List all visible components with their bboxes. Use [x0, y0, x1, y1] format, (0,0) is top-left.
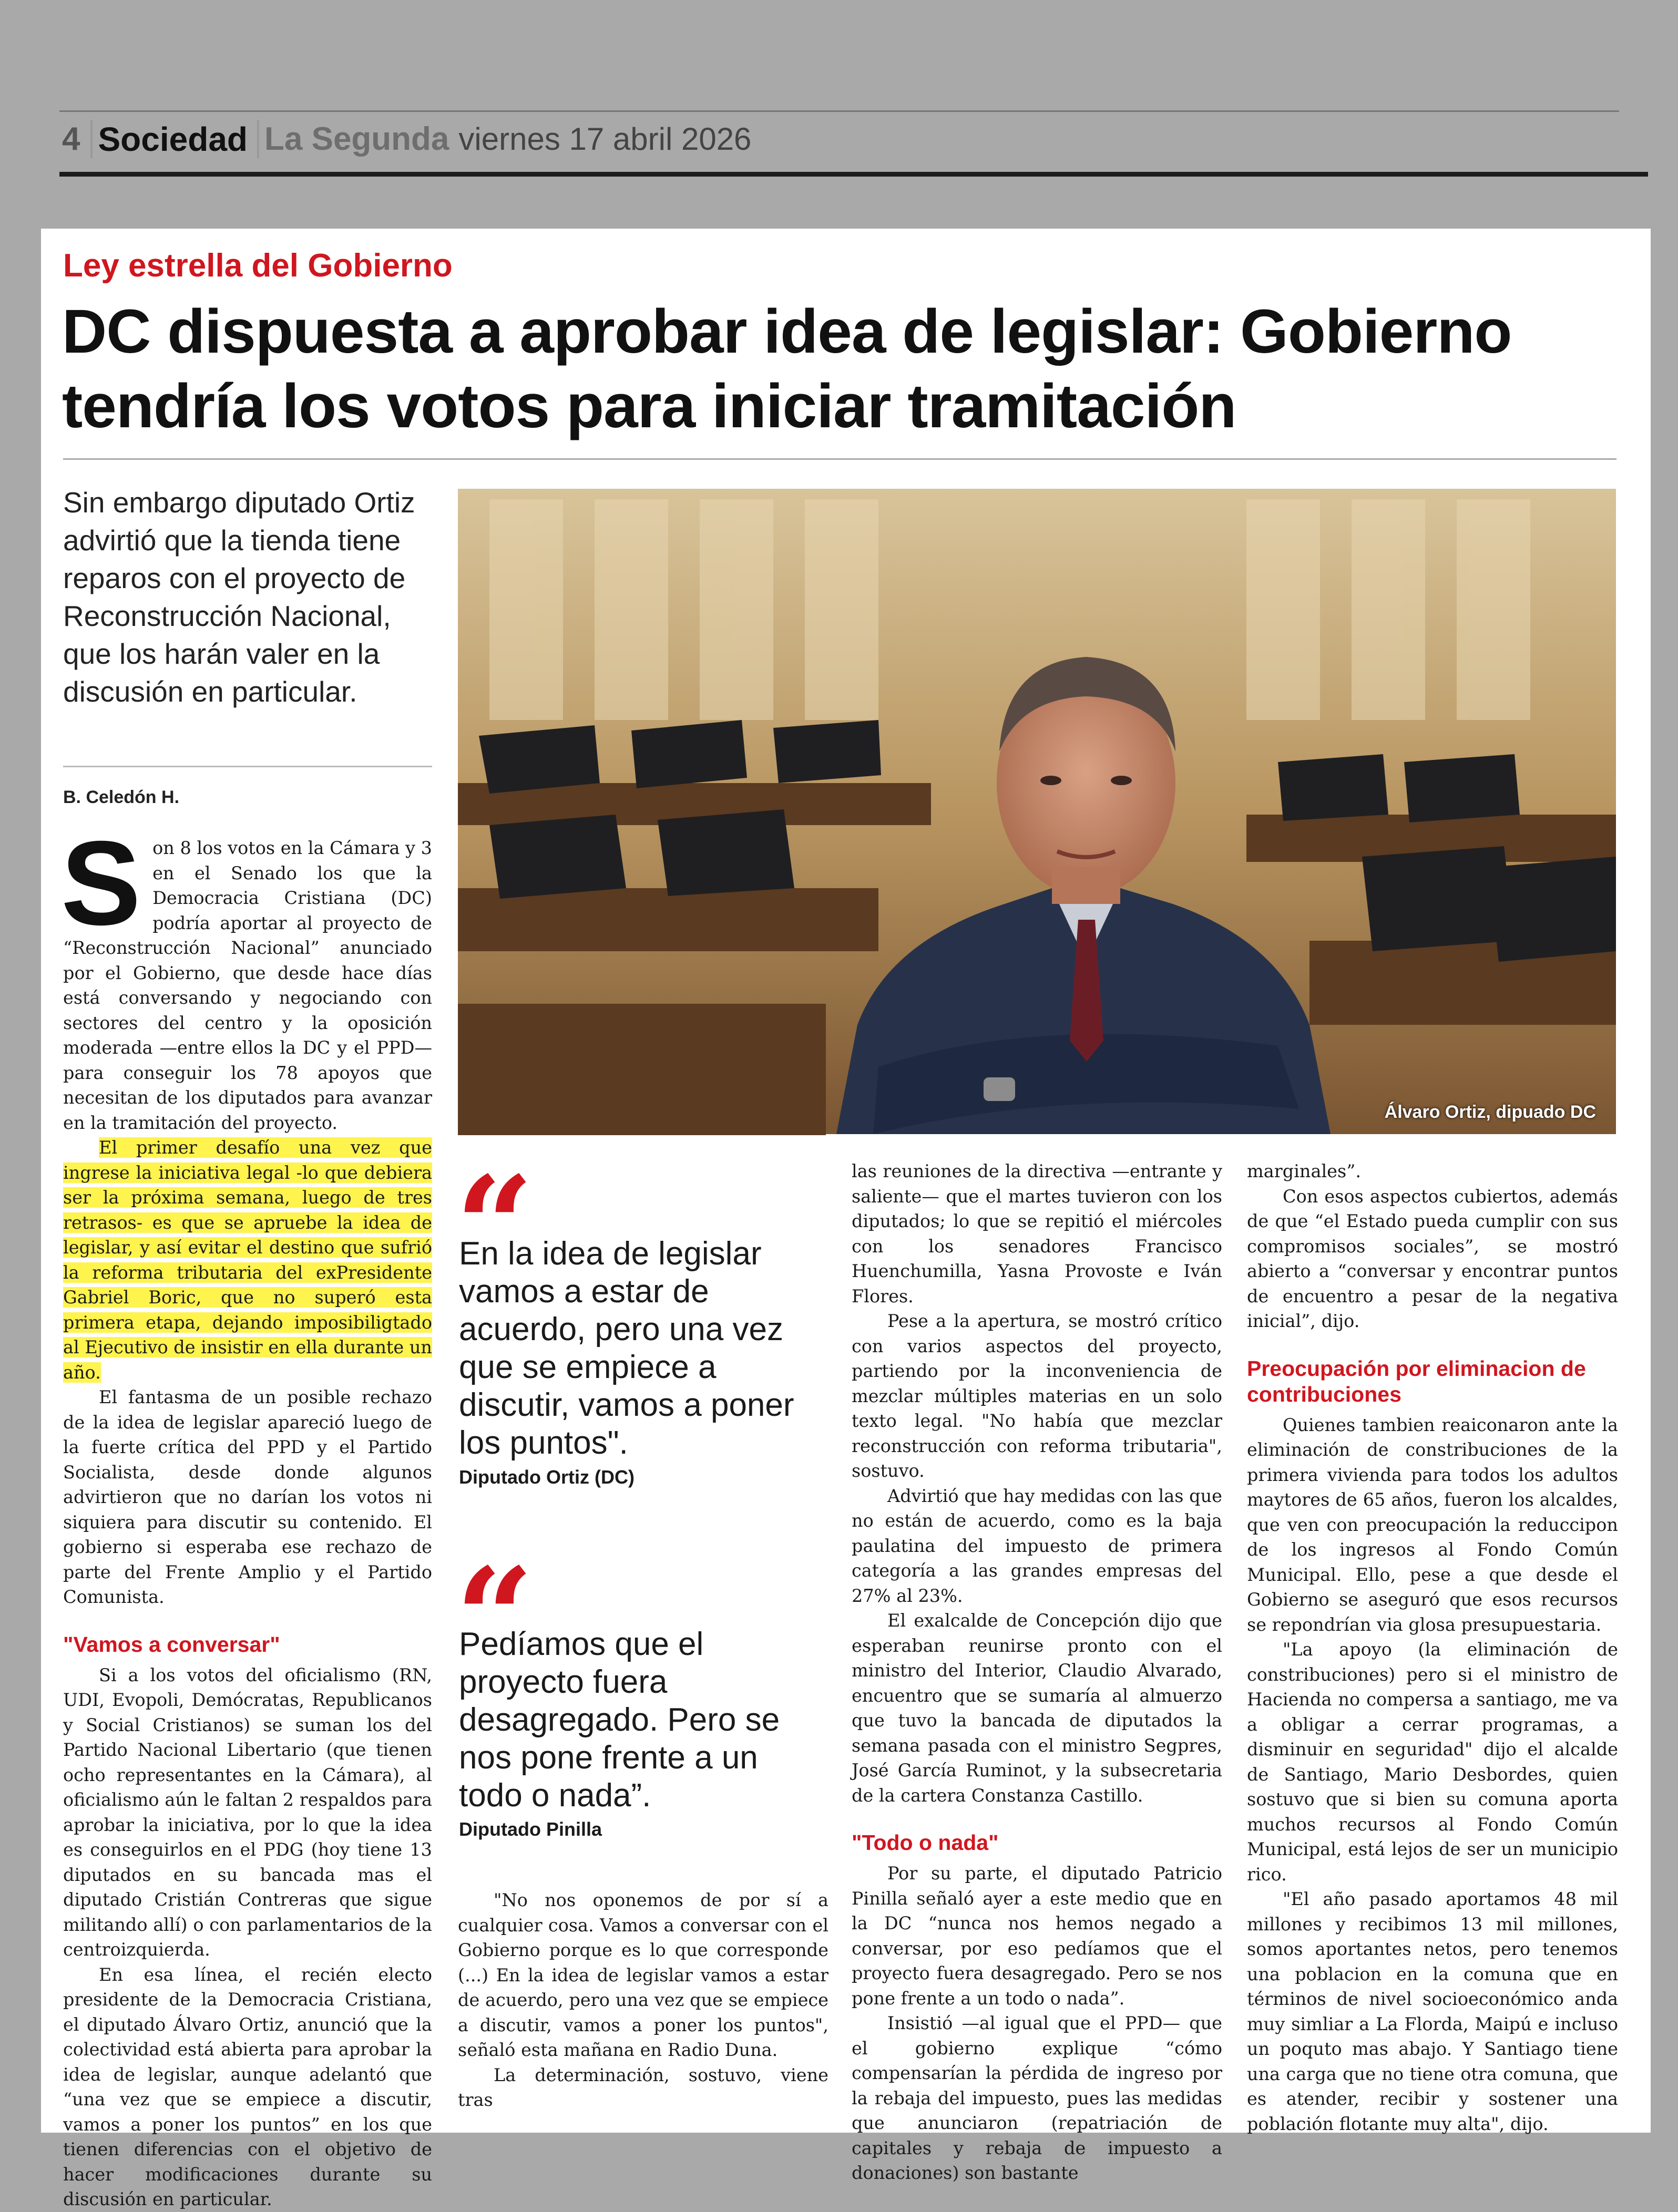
issue-date: viernes 17 abril 2026 — [458, 121, 752, 157]
quote-mark-icon: “ — [455, 1147, 524, 1307]
drop-cap: S — [61, 817, 141, 950]
section-name: Sociedad — [98, 120, 248, 158]
body-paragraph: El fantasma de un posible rechazo de la idea de legislar apareció luego de la fuerte crítica del PPD y el Partido Socialista, desde donde algunos advirtieron que no darían los votos ni siquiera para discutir su contenido. El gobierno si esperaba ese rechazo de parte del Frente Amplio y el Partido Comunista. — [63, 1387, 432, 1607]
body-paragraph: Insistió —al igual que el PPD— que el gobierno explique “cómo compensarían la pérdida de ingreso por la rebaja del impuesto, pues las medidas que anunciaron (repatriación de capitales y rebaja de impuesto a donaciones) son bastante — [852, 2013, 1222, 2183]
byline: B. Celedón H. — [63, 787, 180, 807]
body-paragraph: Con esos aspectos cubiertos, además de que “el Estado pueda cumplir con sus compromisos sociales”, se mostró abierto a “conversar y encontrar puntos de encuentro a pesar de la negativa inicial”, dijo. — [1247, 1186, 1618, 1331]
photo-caption: Álvaro Ortiz, dipuado DC — [1384, 1102, 1596, 1122]
column-3 — [852, 1159, 1222, 2186]
kicker: Ley estrella del Gobierno — [63, 248, 453, 284]
newspaper-name: La Segunda — [264, 121, 449, 157]
body-paragraph: las reuniones de la directiva —entrante y saliente— que el martes tuvieron con los diputados; lo que se repitió el miércoles con los senadores Francisco Huenchumilla, Yasna Provoste e Iván Flores. — [852, 1161, 1222, 1306]
page-number: 4 — [62, 121, 80, 157]
body-paragraph: Si a los votos del oficialismo (RN, UDI, Evopoli, Demócratas, Republicanos y Social Cristianos) se suman los del Partido Nacional Libertario (que tienen ocho representantes en la Cámara), al oficialismo aún le faltan 2 respaldos para aprobar la iniciativa, por lo que la idea es conseguirlos en el PDG (hoy tiene 13 diputados en su bancada mas el diputado Cristián Contreras que sigue militando allí) o con parlamentarios de la centroizquierda. — [63, 1664, 432, 1960]
pull-quote-attribution: Diputado Ortiz (DC) — [459, 1466, 635, 1488]
body-paragraph: Advirtió que hay medidas con las que no están de acuerdo, como es la baja paulatina del impuesto de primera categoría a las grandes empresas del 27% al 23%. — [852, 1485, 1222, 1606]
body-text: on 8 los votos en la Cámara y 3 en el Senado los que la Democracia Cristiana (DC) podría aportar al proyecto de “Reconstrucción Nacional” anunciado por el Gobierno, que desde hace días está conversando y negociando con sectores del centro y la oposición moderada —entre ellos la DC y el PPD— para conseguir los 78 apoyos que necesitan de los diputados para avanzar en la tramitación del proyecto. — [63, 838, 432, 1133]
body-paragraph: "El año pasado aportamos 48 mil millones y recibimos 13 mil millones, somos aportantes netos, pero tenemos una poblacion en la comuna que en términos de nivel socioeconómico anda muy simliar a La Florda, Maipú e incluso un poquto mas abajo. Y Santiago tiene una carga que no tiene otra comuna, que es atender, recibir y sostener una población flotante muy alta", dijo. — [1247, 1889, 1618, 2134]
pull-quote: Pedíamos que el proyecto fuera desagregado. Pero se nos pone frente a un todo o nada”. — [459, 1626, 780, 1814]
column-2 — [458, 1888, 828, 2113]
body-paragraph: marginales”. — [1247, 1161, 1361, 1181]
body-paragraph — [63, 1135, 432, 1385]
body-paragraph: Pese a la apertura, se mostró crítico con varios aspectos del proyecto, partiendo por la inconveniencia de mezclar múltiples materias en un solo texto legal. "No había que mezclar reconstrucción con reforma tributaria", sostuvo. — [852, 1311, 1222, 1481]
body-paragraph: En esa línea, el recién electo presidente de la Democracia Cristiana, el diputado Álvaro Ortiz, anunció que la colectividad está abierta para aprobar la idea de legislar, aunque adelantó que “una vez que se empiece a discutir, vamos a poner los puntos” en los que tienen diferencias con el objetivo de hacer modificaciones durante su discusión en particular. — [63, 1964, 432, 2209]
column-1 — [61, 817, 432, 2212]
header-divider — [257, 120, 259, 158]
header-divider — [90, 120, 93, 158]
highlighted-text: El primer desafío una vez que ingrese la iniciativa legal -lo que debiera ser la próxima semana, luego de tres retrasos- es que se apruebe la idea de legislar, y así evitar el destino que sufrió la reforma tributaria del exPresidente Gabriel Boric, que no superó esta primera etapa, dejando imposibiligtado al Ejecutivo de insistir en ella durante un año. — [63, 1137, 432, 1383]
subhead: "Todo o nada" — [852, 1830, 999, 1855]
header-top-rule — [59, 110, 1619, 112]
header-bottom-rule — [59, 172, 1648, 177]
quote-mark-icon: “ — [455, 1538, 524, 1699]
deck: Sin embargo diputado Ortiz advirtió que la tienda tiene reparos con el proyecto de Reconstrucción Nacional, que los harán valer en la discusión en particular. — [63, 486, 415, 708]
photo-illustration — [458, 489, 1616, 1134]
body-paragraph: Quienes tambien reaiconaron ante la eliminación de constribuciones de la primera vivienda para todos los adultos maytores de 65 años, fueron los alcaldes, que ven con preocupación la reduccipon de los ingresos al Fondo Común Municipal. Ello, pese a que desde el Gobierno se aseguró que esos recursos se repondrían via glosa presupuestaria. — [1247, 1414, 1618, 1635]
subhead: Preocupación por eliminacion de contribuciones — [1247, 1356, 1586, 1406]
body-paragraph: Por su parte, el diputado Patricio Pinilla señaló ayer a este medio que en la DC “nunca nos hemos negado a conversar, por eso pedíamos que el proyecto fuera desagregado. Pero se nos pone frente a un todo o nada”. — [852, 1863, 1222, 2009]
column-4 — [1247, 1159, 1618, 2136]
pull-quote-attribution: Diputado Pinilla — [459, 1818, 602, 1840]
body-paragraph: La determinación, sostuvo, viene tras — [458, 2064, 828, 2110]
headline-rule — [63, 458, 1616, 460]
body-paragraph — [61, 817, 432, 1135]
body-paragraph: "No nos oponemos de por sí a cualquier cosa. Vamos a conversar con el Gobierno porque es lo que corresponde (...) En la idea de legislar vamos a estar de acuerdo, pero una vez que se empiece a discutir, vamos a poner los puntos", señaló esta mañana en Radio Duna. — [458, 1890, 828, 2060]
body-paragraph: El exalcalde de Concepción dijo que esperaban reunirse pronto con el ministro del Interior, Claudio Alvarado, encuentro que se sumaría al almuerzo que tuvo la bancada de diputados la semana pasada con el ministro Segpres, José García Ruminot, y la subsecretaria de la cartera Constanza Castillo. — [852, 1610, 1222, 1806]
headline: DC dispuesta a aprobar idea de legislar: Gobierno tendría los votos para iniciar tramitación — [62, 297, 1512, 441]
pull-quote: En la idea de legislar vamos a estar de acuerdo, pero una vez que se empiece a discutir, vamos a poner los puntos". — [459, 1236, 794, 1461]
page-header — [62, 117, 751, 161]
subhead: "Vamos a conversar" — [63, 1632, 280, 1657]
deck-rule — [63, 766, 432, 767]
article-photo — [458, 489, 1616, 1134]
body-paragraph: "La apoyo (la eliminación de constribuciones) pero si el ministro de Hacienda no compersa a santiago, me va a obligar a cerrar programas, a disminuir en seguridad" dijo el alcalde de Santiago, Mario Desbordes, quien sostuvo que si bien su comuna aporta muchos recursos al Fondo Común Municipal, está lejos de ser un municipio rico. — [1247, 1639, 1618, 1885]
